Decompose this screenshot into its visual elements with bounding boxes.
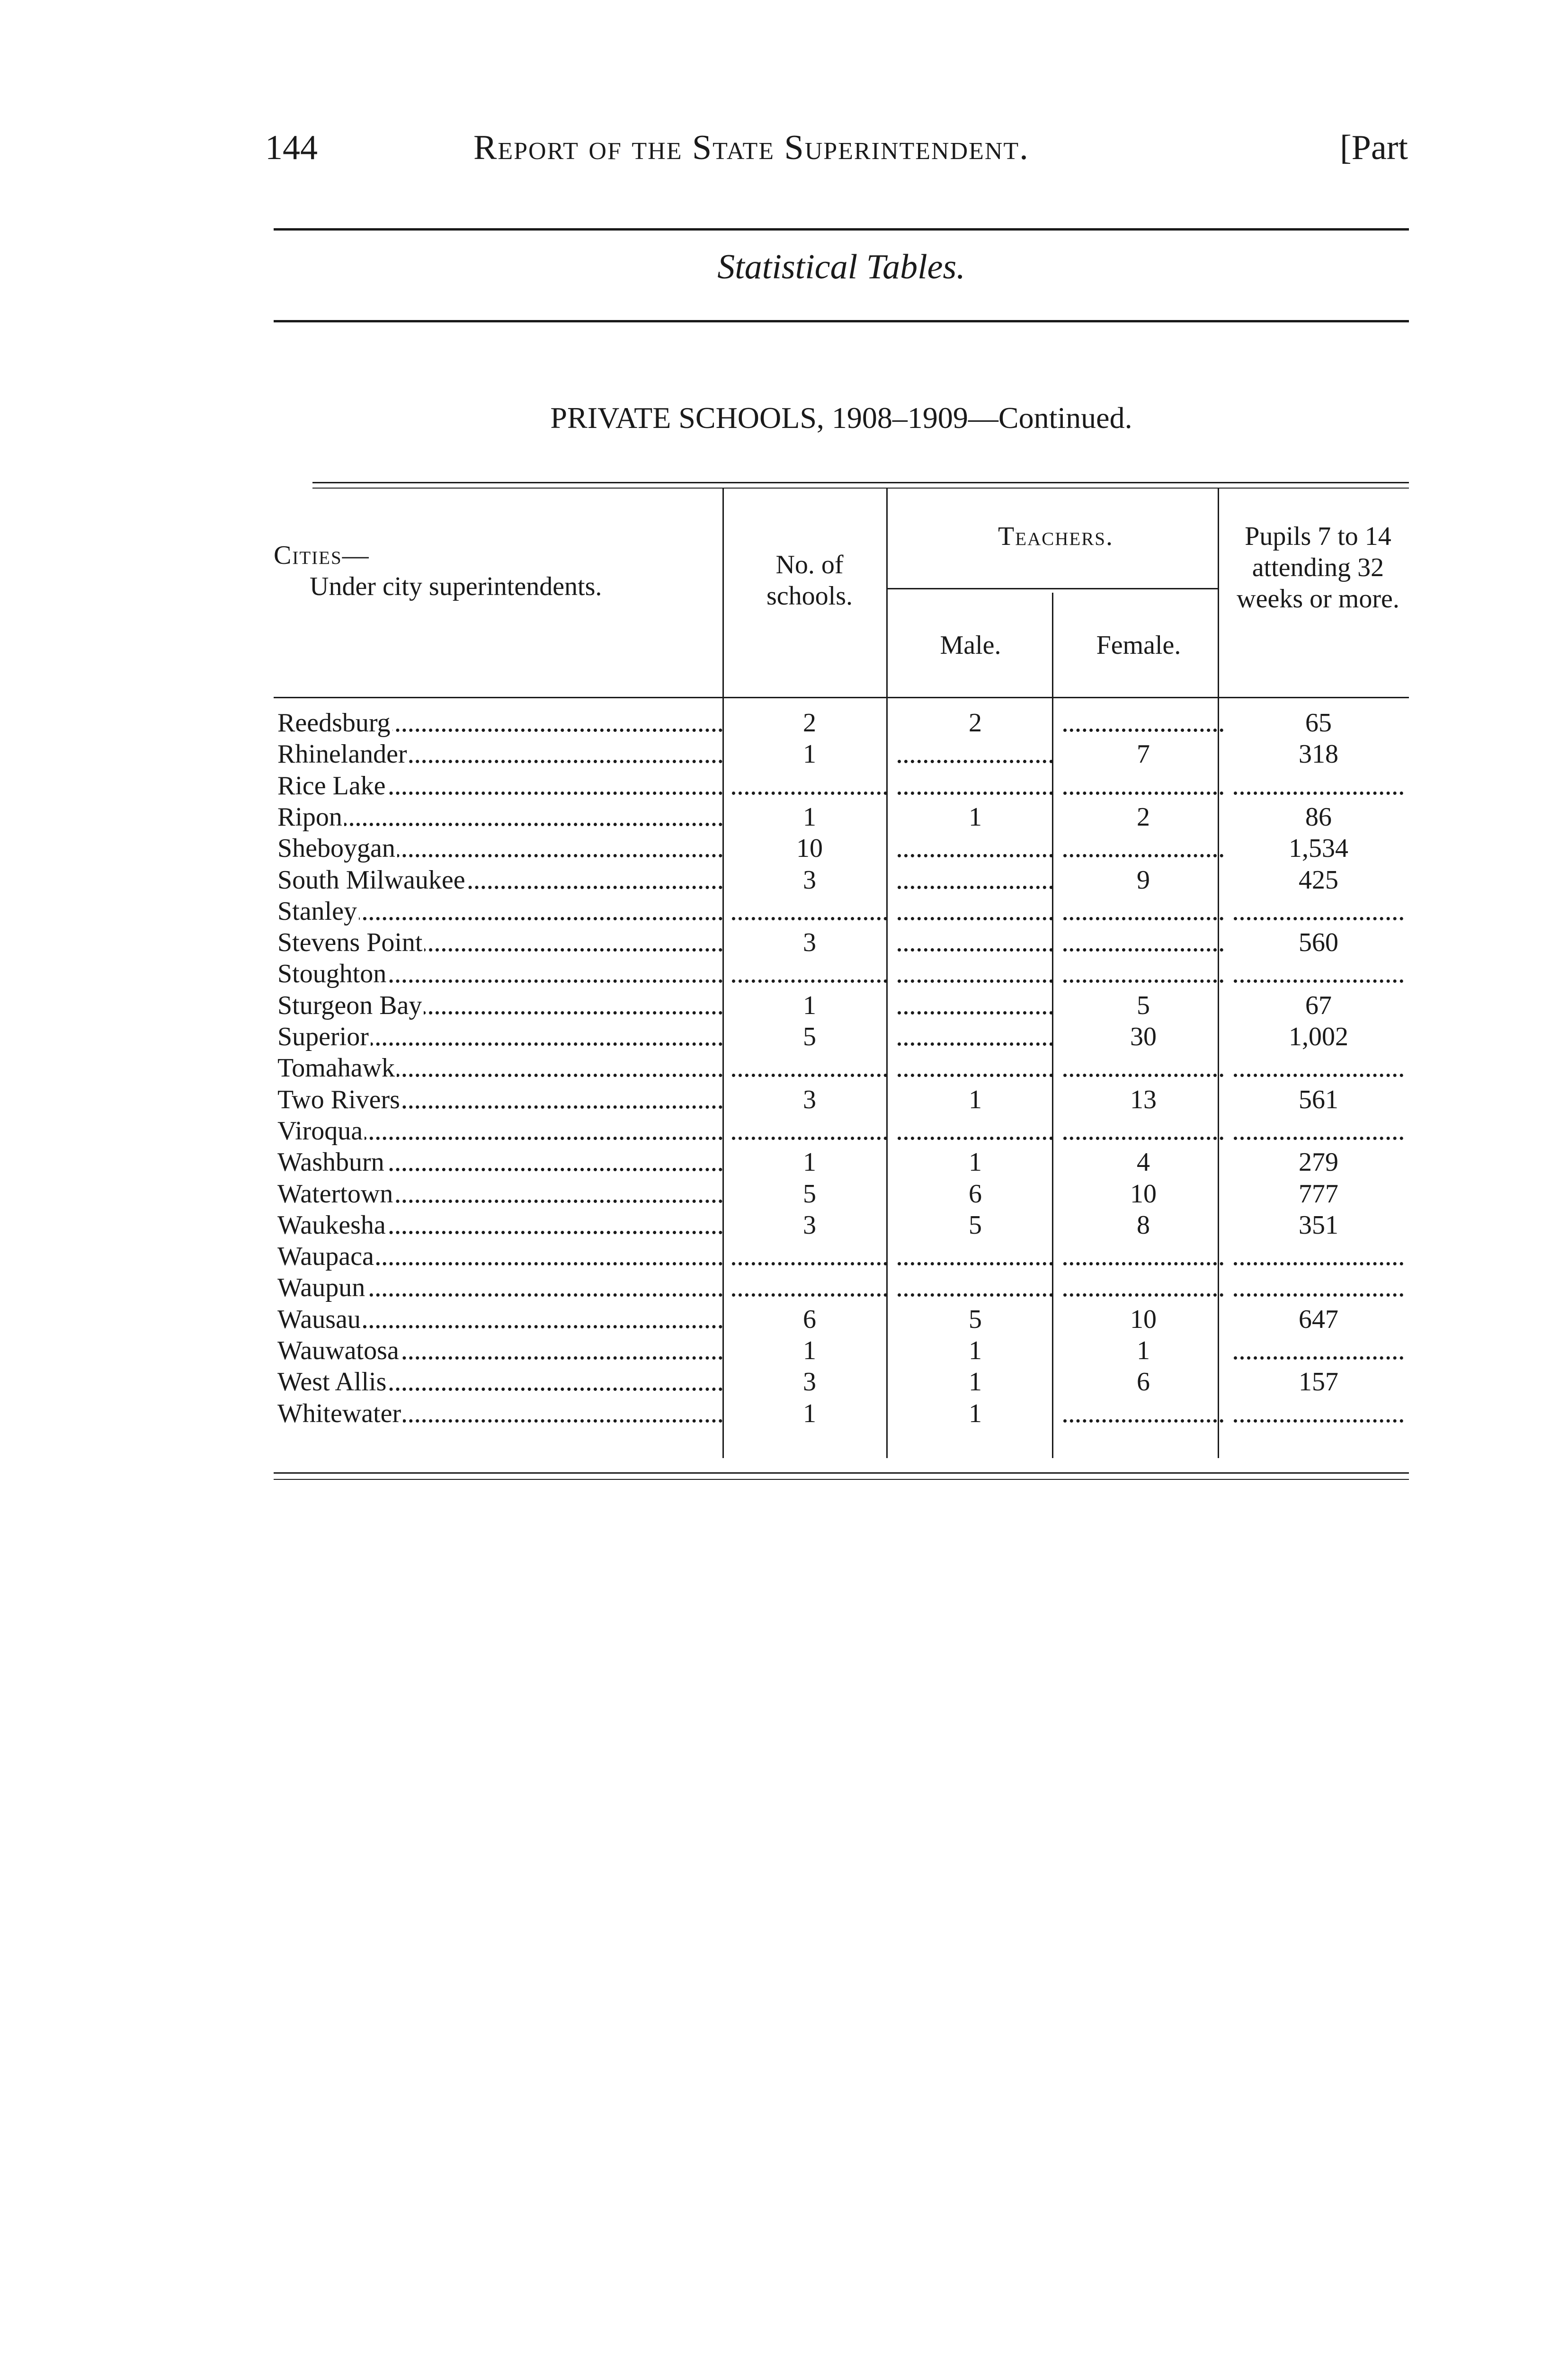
pupils-count: 1,002 [1289,1022,1348,1051]
header-rule-top [274,228,1409,231]
pupils-count [1231,770,1406,801]
empty-cell-leader [898,948,1053,952]
male-teachers-count [895,927,1056,958]
empty-cell-leader [1063,979,1223,983]
city-name: Tomahawk [277,1053,397,1083]
pupils-count: 67 [1305,990,1332,1020]
female-teachers-count [1060,707,1226,739]
empty-cell-leader [1063,1074,1223,1077]
city-name: Sturgeon Bay [277,991,424,1020]
table-top-rule [312,482,1409,483]
pupils-count: 157 [1299,1367,1338,1397]
female-teachers-count: 30 [1130,1022,1157,1051]
header-rule-bottom [274,320,1409,322]
empty-cell-leader [732,1074,887,1077]
cities-label: Cities— [274,541,370,570]
pupils-count [1231,958,1406,989]
empty-cell-leader [898,1137,1053,1140]
schools-count [729,958,890,989]
table-row [274,1335,1409,1366]
empty-cell-leader [898,979,1053,983]
empty-cell-leader [1234,1293,1403,1297]
empty-cell-leader [1063,1262,1223,1265]
table-bottom-rule [274,1472,1409,1474]
female-teachers-count [1060,1272,1226,1303]
schools-count: 2 [803,708,816,738]
city-name: Waupaca [277,1242,376,1271]
empty-cell-leader [732,1137,887,1140]
schools-count: 5 [803,1022,816,1051]
empty-cell-leader [1234,1356,1403,1360]
pupils-count: 351 [1299,1210,1338,1240]
city-cell [277,833,722,864]
table-row [274,1115,1409,1147]
cities-sublabel: Under city superintendents. [310,572,602,601]
city-name: Watertown [277,1179,395,1209]
city-name: West Allis [277,1367,388,1397]
city-cell [277,1241,722,1272]
teachers-sub-rule [886,588,1218,589]
male-teachers-count: 2 [969,708,982,738]
cities-header [274,540,700,602]
table-row [274,1084,1409,1115]
schools-count: 5 [803,1179,816,1209]
female-teachers-count: 5 [1137,990,1150,1020]
table-row [274,1052,1409,1084]
empty-cell-leader [1063,1293,1223,1297]
pupils-count [1231,1335,1406,1366]
city-name: Whitewater [277,1399,403,1428]
table-row [274,927,1409,958]
empty-cell-leader [732,1293,887,1297]
schools-count: 1 [803,1336,816,1365]
empty-cell-leader [898,1074,1053,1077]
empty-cell-leader [732,1262,887,1265]
table-row [274,1178,1409,1210]
male-teachers-count: 5 [969,1210,982,1240]
city-cell [277,1178,722,1210]
city-name: Waupun [277,1273,367,1302]
male-teachers-count: 1 [969,1148,982,1177]
male-teachers-count [895,896,1056,927]
table-row [274,990,1409,1021]
female-teachers-count: 1 [1137,1336,1150,1365]
female-teachers-count: 13 [1130,1085,1157,1114]
running-title: Report of the State Superintendent. [473,128,1029,167]
pupils-count [1231,896,1406,927]
pupils-count: 647 [1299,1304,1338,1334]
empty-cell-leader [1234,792,1403,795]
city-cell [277,1210,722,1241]
pupils-count: 279 [1299,1148,1338,1177]
male-teachers-count: 1 [969,1398,982,1428]
male-teachers-count [895,1272,1056,1303]
table-top-rule-2 [312,488,1409,489]
city-name: Sheboygan [277,834,397,863]
pupils-count: 425 [1299,865,1338,895]
empty-cell-leader [732,917,887,920]
city-name: Ripon [277,802,344,832]
city-cell [277,1398,722,1429]
female-teachers-count [1060,1241,1226,1272]
city-cell [277,896,722,927]
teachers-header: Teachers. [998,522,1114,551]
pupils-count: 560 [1299,928,1338,958]
table-row [274,1398,1409,1429]
male-teachers-count [895,833,1056,864]
female-teachers-count [1060,1052,1226,1084]
schools-count: 1 [803,739,816,769]
table-row [274,958,1409,989]
table-row [274,801,1409,833]
empty-cell-leader [732,979,887,983]
female-teachers-count [1060,1398,1226,1429]
table-row [274,770,1409,801]
city-cell [277,1366,722,1397]
male-teachers-count [895,864,1056,896]
city-name: Viroqua [277,1116,365,1146]
dot-leader [277,823,722,826]
empty-cell-leader [1234,979,1403,983]
city-name: Rhinelander [277,739,409,769]
city-name: Wausau [277,1305,363,1334]
page-number: 144 [265,128,318,167]
schools-count: 3 [803,1367,816,1397]
schools-count [729,1272,890,1303]
empty-cell-leader [898,760,1053,763]
male-teachers-count [895,1115,1056,1147]
pupils-count: 1,534 [1289,834,1348,863]
pupils-count: 777 [1299,1179,1338,1209]
city-cell [277,1115,722,1147]
schools-count: 10 [796,834,823,863]
empty-cell-leader [1234,917,1403,920]
schools-count: 1 [803,990,816,1020]
female-teachers-count [1060,958,1226,989]
female-teachers-count [1060,927,1226,958]
pupils-count: 86 [1305,802,1332,832]
empty-cell-leader [1063,1137,1223,1140]
schools-count: 3 [803,1210,816,1240]
table-title: PRIVATE SCHOOLS, 1908–1909—Continued. [550,401,1132,435]
city-cell [277,739,722,770]
header-bottom-rule [274,697,1409,698]
table-row [274,1366,1409,1397]
city-name: Stevens Point [277,928,424,957]
city-cell [277,707,722,739]
table-row [274,1147,1409,1178]
city-cell [277,770,722,801]
pupils-count: 561 [1299,1085,1338,1114]
city-name: Superior [277,1022,371,1051]
female-teachers-count: 7 [1137,739,1150,769]
empty-cell-leader [1063,854,1223,857]
male-teachers-count [895,1241,1056,1272]
table-row [274,1021,1409,1052]
table-row [274,707,1409,739]
empty-cell-leader [1234,1262,1403,1265]
empty-cell-leader [1234,1137,1403,1140]
table-row [274,739,1409,770]
male-teachers-count [895,958,1056,989]
empty-cell-leader [1063,729,1223,732]
pupils-header: Pupils 7 to 14 attending 32 weeks or more. [1237,522,1399,614]
pupils-count [1231,1052,1406,1084]
female-teachers-count: 2 [1137,802,1150,832]
table-bottom-rule-2 [274,1479,1409,1480]
female-teachers-count: 4 [1137,1148,1150,1177]
schools-count: 3 [803,1085,816,1114]
male-teachers-count: 1 [969,1336,982,1365]
schools-count [729,1241,890,1272]
male-teachers-count: 6 [969,1179,982,1209]
male-header: Male. [940,631,1001,660]
pupils-count [1231,1241,1406,1272]
table-row [274,864,1409,896]
female-header: Female. [1096,631,1181,660]
city-cell [277,990,722,1021]
table-row [274,1210,1409,1241]
city-cell [277,1147,722,1178]
schools-count [729,1115,890,1147]
city-cell [277,1335,722,1366]
city-cell [277,1304,722,1335]
female-teachers-count: 10 [1130,1179,1157,1209]
empty-cell-leader [898,854,1053,857]
empty-cell-leader [732,792,887,795]
female-teachers-count: 10 [1130,1304,1157,1334]
empty-cell-leader [898,1293,1053,1297]
male-teachers-count [895,990,1056,1021]
part-label: [Part [1340,128,1408,167]
schools-count [729,896,890,927]
empty-cell-leader [1063,917,1223,920]
city-name: Stoughton [277,959,388,988]
schools-count [729,770,890,801]
female-teachers-count [1060,833,1226,864]
schools-count: 3 [803,928,816,958]
female-teachers-count: 6 [1137,1367,1150,1397]
city-cell [277,958,722,989]
city-name: Stanley [277,897,359,926]
empty-cell-leader [898,917,1053,920]
city-cell [277,927,722,958]
empty-cell-leader [1063,1419,1223,1423]
pupils-count: 65 [1305,708,1332,738]
city-cell [277,864,722,896]
male-teachers-count: 1 [969,1085,982,1114]
male-teachers-count: 1 [969,1367,982,1397]
table-row [274,1304,1409,1335]
empty-cell-leader [1063,948,1223,952]
female-teachers-count: 9 [1137,865,1150,895]
city-cell [277,1272,722,1303]
empty-cell-leader [1234,1074,1403,1077]
table-row [274,896,1409,927]
male-teachers-count [895,1021,1056,1052]
table-row [274,1241,1409,1272]
city-name: Waukesha [277,1210,388,1240]
table-row [274,1272,1409,1303]
empty-cell-leader [898,1042,1053,1046]
schools-count: 1 [803,1148,816,1177]
female-teachers-count [1060,896,1226,927]
schools-header: No. of schools. [766,550,853,611]
city-cell [277,1084,722,1115]
pupils-count: 318 [1299,739,1338,769]
empty-cell-leader [898,1262,1053,1265]
male-teachers-count [895,770,1056,801]
city-name: Wauwatosa [277,1336,401,1365]
schools-count [729,1052,890,1084]
city-name: Washburn [277,1148,386,1177]
male-teachers-count: 1 [969,802,982,832]
schools-count: 3 [803,865,816,895]
pupils-count [1231,1272,1406,1303]
schools-count: 1 [803,802,816,832]
city-cell [277,1052,722,1084]
male-teachers-count [895,739,1056,770]
pupils-count [1231,1115,1406,1147]
section-heading: Statistical Tables. [717,248,965,286]
pupils-count [1231,1398,1406,1429]
city-cell [277,801,722,833]
empty-cell-leader [1234,1419,1403,1423]
schools-count: 1 [803,1398,816,1428]
empty-cell-leader [898,792,1053,795]
city-name: Reedsburg [277,708,392,738]
female-teachers-count: 8 [1137,1210,1150,1240]
city-name: South Milwaukee [277,865,467,895]
empty-cell-leader [1063,792,1223,795]
city-name: Two Rivers [277,1085,402,1114]
city-cell [277,1021,722,1052]
male-teachers-count [895,1052,1056,1084]
city-name: Rice Lake [277,771,388,801]
male-teachers-count: 5 [969,1304,982,1334]
schools-count: 6 [803,1304,816,1334]
female-teachers-count [1060,770,1226,801]
empty-cell-leader [898,886,1053,889]
female-teachers-count [1060,1115,1226,1147]
empty-cell-leader [898,1011,1053,1014]
table-row [274,833,1409,864]
